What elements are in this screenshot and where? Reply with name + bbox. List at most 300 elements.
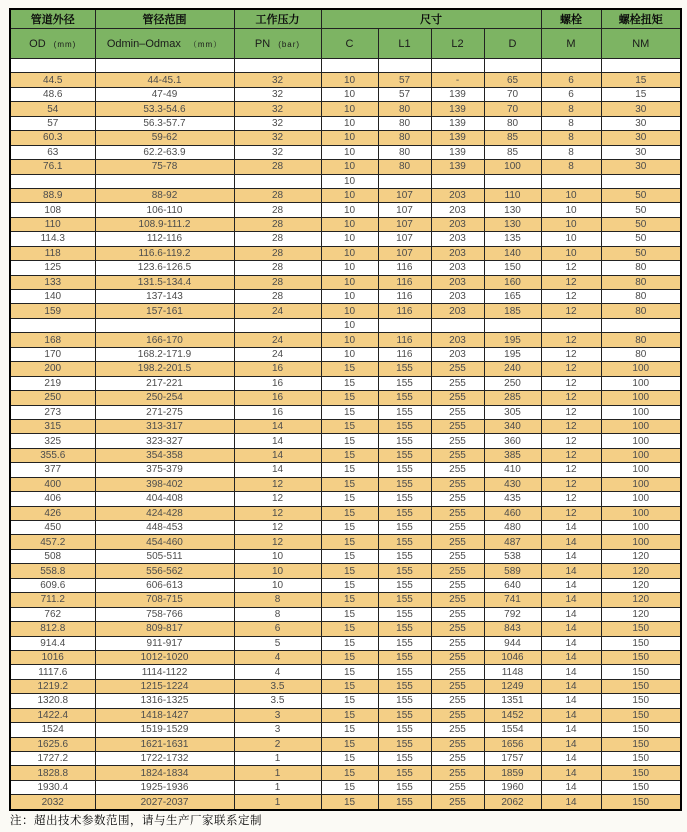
cell: 15 <box>321 622 378 636</box>
table-row <box>10 448 681 462</box>
cell: 150 <box>601 723 681 737</box>
cell: 1 <box>234 780 321 794</box>
cell: 155 <box>378 463 431 477</box>
group-header-bolt: 螺栓 <box>541 9 601 29</box>
table-row <box>10 492 681 506</box>
cell: 137-143 <box>95 290 234 304</box>
cell: 457.2 <box>10 535 95 549</box>
cell: 14 <box>541 521 601 535</box>
cell: 80 <box>601 347 681 361</box>
cell: 155 <box>378 434 431 448</box>
cell <box>484 318 541 332</box>
cell: 155 <box>378 549 431 563</box>
table-row <box>10 723 681 737</box>
cell <box>431 174 484 188</box>
cell: 57 <box>378 87 431 101</box>
cell: 843 <box>484 622 541 636</box>
cell: 10 <box>541 232 601 246</box>
cell <box>541 318 601 332</box>
table-row <box>10 506 681 520</box>
cell: 203 <box>431 232 484 246</box>
cell: 30 <box>601 160 681 174</box>
cell: 2062 <box>484 795 541 810</box>
cell: 24 <box>234 304 321 318</box>
cell: 100 <box>601 405 681 419</box>
cell: 14 <box>541 665 601 679</box>
cell: 203 <box>431 275 484 289</box>
cell: 360 <box>484 434 541 448</box>
cell: 14 <box>541 752 601 766</box>
cell: 255 <box>431 535 484 549</box>
table-row <box>10 73 681 87</box>
cell <box>484 59 541 73</box>
column-header-unit: (bar) <box>278 39 301 49</box>
cell: 155 <box>378 723 431 737</box>
cell: 195 <box>484 347 541 361</box>
cell: 255 <box>431 448 484 462</box>
cell: 480 <box>484 521 541 535</box>
cell: 255 <box>431 549 484 563</box>
cell: 10 <box>321 174 378 188</box>
cell: 255 <box>431 521 484 535</box>
cell: 116 <box>378 261 431 275</box>
cell: 8 <box>234 593 321 607</box>
cell <box>378 174 431 188</box>
cell: 155 <box>378 607 431 621</box>
cell: 203 <box>431 246 484 260</box>
cell: 424-428 <box>95 506 234 520</box>
cell: 12 <box>541 434 601 448</box>
cell: 10 <box>321 116 378 130</box>
cell: 155 <box>378 564 431 578</box>
cell: 150 <box>601 752 681 766</box>
cell: 255 <box>431 434 484 448</box>
cell: 6 <box>541 73 601 87</box>
cell: 1320.8 <box>10 694 95 708</box>
cell: 80 <box>378 116 431 130</box>
cell: 108.9-111.2 <box>95 217 234 231</box>
cell: 250 <box>10 391 95 405</box>
cell: 80 <box>378 145 431 159</box>
cell <box>484 174 541 188</box>
cell: 2 <box>234 737 321 751</box>
cell: 59-62 <box>95 131 234 145</box>
cell: 116 <box>378 290 431 304</box>
cell: 15 <box>321 780 378 794</box>
table-row <box>10 333 681 347</box>
cell: 255 <box>431 694 484 708</box>
cell: 10 <box>321 145 378 159</box>
cell: 32 <box>234 145 321 159</box>
cell: 1828.8 <box>10 766 95 780</box>
cell: 10 <box>321 246 378 260</box>
cell: 1757 <box>484 752 541 766</box>
cell: 32 <box>234 87 321 101</box>
cell: 120 <box>601 549 681 563</box>
cell: 758-766 <box>95 607 234 621</box>
cell: 10 <box>321 102 378 116</box>
cell: 14 <box>541 694 601 708</box>
cell: 219 <box>10 376 95 390</box>
cell: 107 <box>378 246 431 260</box>
cell: 155 <box>378 535 431 549</box>
cell: 62.2-63.9 <box>95 145 234 159</box>
table-row <box>10 535 681 549</box>
cell: 28 <box>234 246 321 260</box>
group-header-pipe-od: 管道外径 <box>10 9 95 29</box>
cell: 15 <box>321 463 378 477</box>
cell <box>321 59 378 73</box>
cell: 15 <box>321 752 378 766</box>
cell: 305 <box>484 405 541 419</box>
cell: 14 <box>541 578 601 592</box>
cell: 448-453 <box>95 521 234 535</box>
column-header-m: M <box>541 29 601 59</box>
cell: 155 <box>378 376 431 390</box>
table-row <box>10 188 681 202</box>
cell <box>10 59 95 73</box>
cell: 8 <box>541 160 601 174</box>
cell: 150 <box>484 261 541 275</box>
cell: 1114-1122 <box>95 665 234 679</box>
table-row <box>10 160 681 174</box>
cell: 255 <box>431 477 484 491</box>
cell: 15 <box>321 708 378 722</box>
table-row <box>10 391 681 405</box>
cell: 70 <box>484 87 541 101</box>
cell: 430 <box>484 477 541 491</box>
cell: 15 <box>321 419 378 433</box>
cell: 155 <box>378 362 431 376</box>
cell: 375-379 <box>95 463 234 477</box>
cell: 2032 <box>10 795 95 810</box>
cell: 150 <box>601 780 681 794</box>
cell: 140 <box>10 290 95 304</box>
cell: 1524 <box>10 723 95 737</box>
cell: 15 <box>321 607 378 621</box>
cell: 6 <box>541 87 601 101</box>
cell: 240 <box>484 362 541 376</box>
cell: 12 <box>541 405 601 419</box>
cell: 1219.2 <box>10 679 95 693</box>
table-row <box>10 795 681 810</box>
cell: 155 <box>378 448 431 462</box>
cell: 255 <box>431 506 484 520</box>
cell: 56.3-57.7 <box>95 116 234 130</box>
cell: 15 <box>321 593 378 607</box>
group-header-working-pressure: 工作压力 <box>234 9 321 29</box>
cell: 123.6-126.5 <box>95 261 234 275</box>
table-row <box>10 607 681 621</box>
group-header-row <box>10 9 681 29</box>
table-row <box>10 665 681 679</box>
cell: 355.6 <box>10 448 95 462</box>
cell: 14 <box>541 766 601 780</box>
table-row <box>10 694 681 708</box>
cell: 140 <box>484 246 541 260</box>
cell: 131.5-134.4 <box>95 275 234 289</box>
table-row <box>10 419 681 433</box>
cell: 255 <box>431 405 484 419</box>
table-row <box>10 261 681 275</box>
cell: 914.4 <box>10 636 95 650</box>
cell: 139 <box>431 160 484 174</box>
cell <box>601 318 681 332</box>
cell: 15 <box>601 87 681 101</box>
cell: 100 <box>601 376 681 390</box>
table-row <box>10 752 681 766</box>
cell: 150 <box>601 665 681 679</box>
cell: 255 <box>431 708 484 722</box>
cell: 28 <box>234 203 321 217</box>
cell: 150 <box>601 795 681 810</box>
cell: 130 <box>484 203 541 217</box>
cell: 155 <box>378 795 431 810</box>
cell: 47-49 <box>95 87 234 101</box>
cell: 16 <box>234 362 321 376</box>
cell: 271-275 <box>95 405 234 419</box>
cell: 255 <box>431 593 484 607</box>
table-row <box>10 593 681 607</box>
cell: 14 <box>541 549 601 563</box>
cell: 53.3-54.6 <box>95 102 234 116</box>
cell: 404-408 <box>95 492 234 506</box>
cell: 203 <box>431 261 484 275</box>
cell: 8 <box>541 145 601 159</box>
cell: 313-317 <box>95 419 234 433</box>
cell: 12 <box>541 290 601 304</box>
cell: 12 <box>541 477 601 491</box>
cell: 255 <box>431 463 484 477</box>
table-row <box>10 376 681 390</box>
cell: 1960 <box>484 780 541 794</box>
cell: 28 <box>234 217 321 231</box>
cell: 1859 <box>484 766 541 780</box>
table-row <box>10 275 681 289</box>
cell: 14 <box>541 593 601 607</box>
column-header-l1: L1 <box>378 29 431 59</box>
cell: 2027-2037 <box>95 795 234 810</box>
cell: 85 <box>484 145 541 159</box>
cell <box>378 318 431 332</box>
cell: 116 <box>378 275 431 289</box>
cell: 1824-1834 <box>95 766 234 780</box>
cell: 14 <box>541 607 601 621</box>
cell: 435 <box>484 492 541 506</box>
cell: 12 <box>541 261 601 275</box>
cell <box>431 318 484 332</box>
cell: 80 <box>601 261 681 275</box>
cell: 398-402 <box>95 477 234 491</box>
cell: 12 <box>541 376 601 390</box>
cell: 70 <box>484 102 541 116</box>
table-row <box>10 290 681 304</box>
cell: 166-170 <box>95 333 234 347</box>
cell: 32 <box>234 116 321 130</box>
cell: 1016 <box>10 650 95 664</box>
cell: 1418-1427 <box>95 708 234 722</box>
cell: 24 <box>234 347 321 361</box>
cell: 10 <box>321 347 378 361</box>
table-row <box>10 174 681 188</box>
table-row <box>10 636 681 650</box>
cell: 203 <box>431 333 484 347</box>
cell: 3.5 <box>234 694 321 708</box>
cell: 16 <box>234 391 321 405</box>
cell: 14 <box>541 564 601 578</box>
cell: 255 <box>431 622 484 636</box>
cell: 640 <box>484 578 541 592</box>
cell: 48.6 <box>10 87 95 101</box>
cell: 28 <box>234 275 321 289</box>
cell: 538 <box>484 549 541 563</box>
cell: 255 <box>431 766 484 780</box>
cell: 60.3 <box>10 131 95 145</box>
cell: 15 <box>321 477 378 491</box>
cell: 130 <box>484 217 541 231</box>
cell: 10 <box>321 318 378 332</box>
cell: 50 <box>601 188 681 202</box>
cell: 100 <box>601 434 681 448</box>
cell: 155 <box>378 650 431 664</box>
cell: 80 <box>601 304 681 318</box>
cell: 285 <box>484 391 541 405</box>
cell: 14 <box>541 708 601 722</box>
cell: 812.8 <box>10 622 95 636</box>
cell <box>10 318 95 332</box>
cell: 944 <box>484 636 541 650</box>
cell: 255 <box>431 650 484 664</box>
cell: 1351 <box>484 694 541 708</box>
cell: 1452 <box>484 708 541 722</box>
cell: 255 <box>431 723 484 737</box>
cell: 3 <box>234 723 321 737</box>
cell: 133 <box>10 275 95 289</box>
cell: 135 <box>484 232 541 246</box>
cell <box>378 59 431 73</box>
cell: 14 <box>234 419 321 433</box>
cell: 250-254 <box>95 391 234 405</box>
cell: 16 <box>234 405 321 419</box>
table-row <box>10 650 681 664</box>
cell: 15 <box>321 391 378 405</box>
cell: 10 <box>321 232 378 246</box>
cell: 1 <box>234 766 321 780</box>
cell: 8 <box>541 131 601 145</box>
cell: 150 <box>601 766 681 780</box>
cell: 12 <box>541 304 601 318</box>
cell: 255 <box>431 737 484 751</box>
cell: 118 <box>10 246 95 260</box>
cell <box>10 174 95 188</box>
cell: 28 <box>234 290 321 304</box>
cell: 155 <box>378 578 431 592</box>
table-row <box>10 246 681 260</box>
cell: 1215-1224 <box>95 679 234 693</box>
cell: 108 <box>10 203 95 217</box>
group-header-bolt-torque: 螺栓扭矩 <box>601 9 681 29</box>
cell: 106-110 <box>95 203 234 217</box>
cell: 155 <box>378 419 431 433</box>
cell: 139 <box>431 102 484 116</box>
cell: 120 <box>601 578 681 592</box>
table-row <box>10 737 681 751</box>
cell: 159 <box>10 304 95 318</box>
cell: 120 <box>601 607 681 621</box>
cell: 12 <box>541 275 601 289</box>
cell: 12 <box>234 492 321 506</box>
cell: 155 <box>378 477 431 491</box>
cell: 200 <box>10 362 95 376</box>
cell: 5 <box>234 636 321 650</box>
table-row <box>10 347 681 361</box>
cell: 1117.6 <box>10 665 95 679</box>
table-row <box>10 549 681 563</box>
cell: 14 <box>541 795 601 810</box>
cell: 168.2-171.9 <box>95 347 234 361</box>
column-header-pn <box>234 29 321 59</box>
cell: 116.6-119.2 <box>95 246 234 260</box>
cell: 12 <box>541 506 601 520</box>
cell: 792 <box>484 607 541 621</box>
cell: 15 <box>321 694 378 708</box>
cell: 377 <box>10 463 95 477</box>
cell: 450 <box>10 521 95 535</box>
cell: 85 <box>484 131 541 145</box>
cell: 15 <box>321 564 378 578</box>
cell: 711.2 <box>10 593 95 607</box>
cell: 460 <box>484 506 541 520</box>
cell: 385 <box>484 448 541 462</box>
column-header-nm: NM <box>601 29 681 59</box>
cell: 12 <box>541 419 601 433</box>
cell: 165 <box>484 290 541 304</box>
cell: 589 <box>484 564 541 578</box>
cell: 10 <box>321 87 378 101</box>
cell: 155 <box>378 521 431 535</box>
cell: 80 <box>378 160 431 174</box>
cell: 170 <box>10 347 95 361</box>
cell: 15 <box>321 636 378 650</box>
cell: 708-715 <box>95 593 234 607</box>
cell: 54 <box>10 102 95 116</box>
cell: 15 <box>321 535 378 549</box>
cell: 556-562 <box>95 564 234 578</box>
cell: 28 <box>234 232 321 246</box>
cell: 15 <box>321 723 378 737</box>
cell: 12 <box>541 492 601 506</box>
column-header-label: OD <box>29 37 46 50</box>
cell: 10 <box>321 73 378 87</box>
cell: 155 <box>378 679 431 693</box>
cell: 558.8 <box>10 564 95 578</box>
cell: 155 <box>378 665 431 679</box>
cell: 12 <box>234 506 321 520</box>
cell: 741 <box>484 593 541 607</box>
cell: 195 <box>484 333 541 347</box>
cell: 1930.4 <box>10 780 95 794</box>
cell: 10 <box>321 160 378 174</box>
cell: 12 <box>234 477 321 491</box>
cell: 155 <box>378 593 431 607</box>
cell: 107 <box>378 203 431 217</box>
cell: 609.6 <box>10 578 95 592</box>
cell: 426 <box>10 506 95 520</box>
cell: 100 <box>601 492 681 506</box>
cell: 14 <box>541 622 601 636</box>
cell <box>95 59 234 73</box>
cell: 116 <box>378 304 431 318</box>
